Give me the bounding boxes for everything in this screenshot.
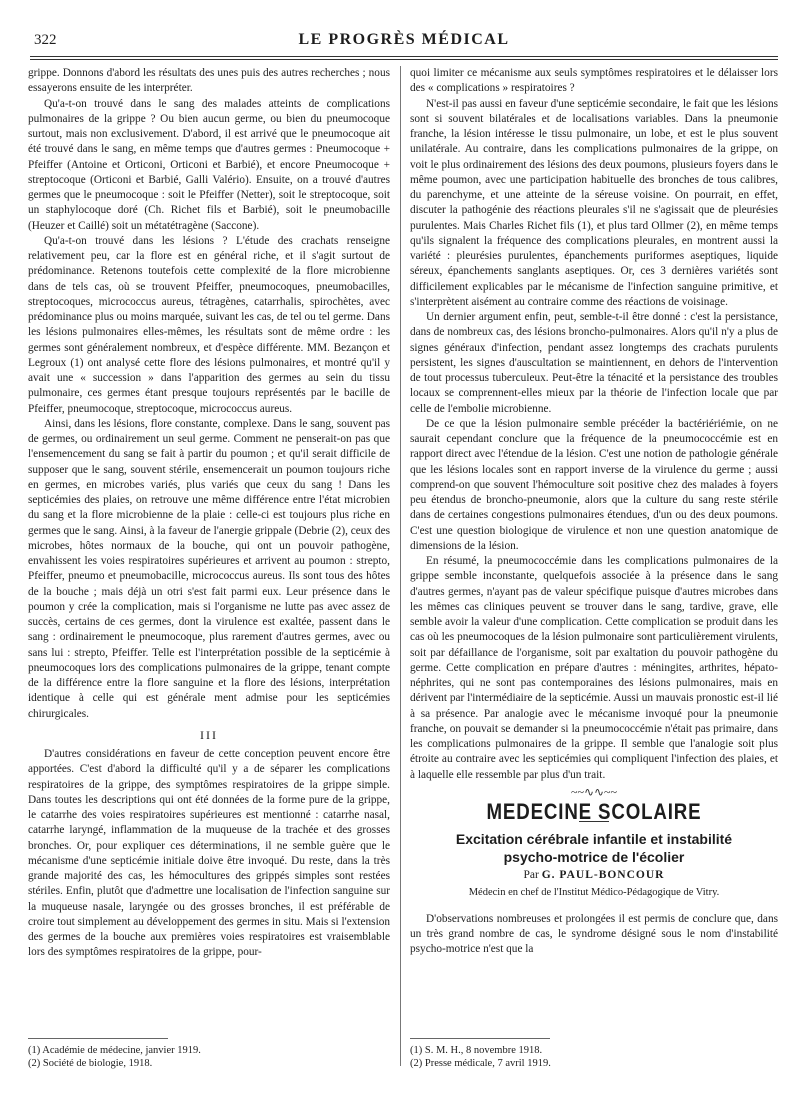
footnotes-right <box>410 1044 551 1070</box>
column-divider <box>400 66 401 1066</box>
byline-prefix: Par <box>523 869 539 882</box>
footnotes-left <box>28 1044 201 1070</box>
paragraph: D'observations nombreuses et prolongées il est permis de conclure que, dans un très grand nombre de cas, le syndrome désigné sous le nom d'instabilité psycho-motrice n'est que la <box>410 912 778 956</box>
paragraph: En résumé, la pneumococcémie dans les complications pulmonaires de la grippe semble inconstante, quelquefois associée à la présence dans le sang d'autres germes, n'ayant pas de valeur spécifique puisque d'autres microbes dans les mêmes cas cliniques peuvent se trouver dans le sang, tardive, grave, elle semble avoir la valeur d'une complication. Cette complication se produit dans les cas où les pneumocoques de la lésion pulmonaire sont particulièrement virulents, soit par défaillance de l'organisme, soit par exaltation du pouvoir pathogène du germe. Cette complication en prépare d'autres : méningites, arthrites, hépato-néphrites, qui ne sont pas contemporaines des lésions pulmonaires, mais en dérivent par l'intermédiaire de la septicémie. Aussi un mauvais pronostic est-il lié à sa présence. Par analogie avec le mécanisme invoqué pour la pneumonie franche, on pouvait se demander si la pneumococcémie n'était pas primaire, dans les complications pulmonaires de la grippe. Il semble que l'analogie soit plus étroite au contraire avec les septicémies qui compliquent l'infection des plaies, et à laquelle elle ressemble par plus d'un trait. <box>410 555 778 781</box>
paragraph: Qu'a-t-on trouvé dans le sang des malades atteints de complications pulmonaires de la grippe ? Ou bien aucun germe, ou bien du pneumocoque surtout, mais non exclusivement. D'abord, il est arrivé que le pneumocoque ait été trouvé dans le sang, en même temps que d'autres germes : Pneumocoque + Pfeiffer (Antoine et Orticoni, Orticoni et Barbié), et encore Pneumocoque + streptocoque (Orticoni et Barbié, Galli Valério). Ensuite, on a trouvé d'autres germes que le pneumocoque : soit le Pfeiffer (Netter), soit le streptocoque, soit un staphylocoque doré (Ch. Richet fils et Barbié), soit le pneumobacille (Heuzer et Caillé) soit un métatétragène (Saccone). <box>28 97 390 232</box>
footnote-rule-right <box>410 1038 550 1039</box>
article-title-line-2: psycho-motrice de l'écolier <box>503 849 685 866</box>
paragraph: D'autres considérations en faveur de cette conception peuvent encore être apportées. C'est d'abord la difficulté qu'il y a de séparer les complications respiratoires de la grippe, des symptômes respiratoires de la grippe simple. Dans toutes les descriptions qui ont été données de la forme pure de la grippe, le catarrhe des voies respiratoires supérieures est mentionné : catarrhe nasal, catarrhe laryngé, inflammation de la muqueuse de la trachée et des grosses bronches. Or, pour expliquer ces déterminations, il ne semble guère que le mécanisme d'une septicémie initiale doive être invoqué. Du reste, dans la très grande majorité des cas, les hémocultures des grippés simples sont restées stériles. Enfin, plutôt que d'admettre une localisation de l'infection sanguine sur la muqueuse nasale, laryngée ou des grosses bronches, il est préférable de croire tout simplement au développement des germes in situ. Mais si l'extension des germes de la bouche aux premières voies respiratoires est vraisemblable lors des symptômes respiratoires de la grippe, pour- <box>28 748 390 959</box>
paragraph: N'est-il pas aussi en faveur d'une septicémie secondaire, le fait que les lésions sont si souvent bilatérales et de localisations variables. Dans la pneumonie franche, la lésion intéresse le tissu pulmonaire, un lobe, et est le plus souvent unilatérale. Au contraire, dans les complications pulmonaires de la grippe, on voit le plus ordinairement des lésions des deux poumons, plusieurs foyers dans le même poumon, avec une participation habituelle des bronches de tous calibres, du parenchyme, et une atteinte de la séreuse voisine. On pourrait, en effet, discuter la pathogénie des réactions pleurales s'il ne s'agissait que de pleurésies purulentes. Mais Charles Richet fils (1), et plus tard Ollmer (2), en même temps qu'ils signalent la fréquence des complications pleurales, en montrent aussi la variété : pleurésies purulentes, épanchements puriformes aseptiques, liquide séreux, épanchements sanglants aseptiques. Or, ces 3 dernières variétés sont difficilement explicables par le mécanisme de l'infection sanguine primitive, et s'interprètent aisément au contraire comme des réactions de voisinage. <box>410 97 778 308</box>
section-rubric: MEDECINE SCOLAIRE <box>486 799 702 824</box>
paragraph: Un dernier argument enfin, peut, semble-t-il être donné : c'est la persistance, dans de nombreux cas, des lésions broncho-pulmonaires. Alors qu'il n'y a plus de signes généraux d'infection, pendant assez longtemps des crachats purulents persistent, les signes d'auscultation se maintiennent, en dehors de l'intervention de tout processus tuberculeux. Peut-être la ténacité et la persistance des troubles locaux se comprennent-elles mieux par la théorie de l'infection locale que par celle de l'embolie microbienne. <box>410 311 778 415</box>
page-header <box>30 26 778 56</box>
right-column <box>410 66 778 958</box>
byline <box>410 868 778 883</box>
article-title <box>410 830 778 866</box>
footnote: (1) Académie de médecine, janvier 1919. <box>28 1045 201 1056</box>
author-affiliation: Médecin en chef de l'Institut Médico-Pédagogique de Vitry. <box>468 886 720 898</box>
footnote: (2) Société de biologie, 1918. <box>28 1058 153 1069</box>
section-number: III <box>200 727 218 742</box>
journal-title: LE PROGRÈS MÉDICAL <box>298 31 510 48</box>
footnote: (2) Presse médicale, 7 avril 1919. <box>410 1058 551 1069</box>
page-number: 322 <box>34 32 57 48</box>
paragraph: grippe. Donnons d'abord les résultats des unes puis des autres recherches ; nous essayerons ensuite de les interpréter. <box>28 67 390 95</box>
paragraph: De ce que la lésion pulmonaire semble précéder la bactériériémie, on ne saurait cependant conclure que la fréquence de la pneumococcémie est en rapport direct avec l'étendue de la lésion. C'est une notion de pathologie générale que les lésions locales sont en rapport inverse de la virulence du germe ; aussi comprend-on que souvent l'hémoculture soit positive chez des malades à foyers peu étendus de broncho-pneumonie, alors que la culture du sang reste stérile dans de certaines congestions pulmonaires étendues, d'un ou des deux poumons. C'est une question biologique de virulence et non une question anatomique de dimensions de la lésion. <box>410 417 778 552</box>
left-column <box>28 66 390 961</box>
paragraph: Qu'a-t-on trouvé dans les lésions ? L'étude des crachats renseigne relativement peu, car la flore est en général riche, et il s'agit surtout de prédominance. Retenons toutefois cette complexité de la flore microbienne dans de tels cas, où se trouvent Pfeiffer, pneumocoques, pneumobacilles, streptocoques, micrococcus aureus, tétragènes, catarrhalis, spirochètes, avec prédominance plus ou moins marquée, suivant les cas, de tel ou tel germe. Dans les lésions pulmonaires elles-mêmes, les résultats sont de même ordre : les germes sont généralement nombreux, et d'espèce différente. MM. Bezançon et Legroux (1) ont analysé cette flore des lésions pulmonaires, et montré qu'il y avait une « succession » dans l'apparition des germes au sein du tissu pulmonaire, ces germes étant presque toujours représentés par le bacille de Pfeiffer, pneumocoque, streptocoque, micrococcus aureus. <box>28 234 390 415</box>
paragraph: quoi limiter ce mécanisme aux seuls symptômes respiratoires et le délaisser lors des « complications » respiratoires ? <box>410 67 778 95</box>
header-rule-top <box>30 56 778 57</box>
author-name: G. PAUL-BONCOUR <box>541 869 665 882</box>
footnote: (1) S. M. H., 8 novembre 1918. <box>410 1045 543 1056</box>
paragraph: Ainsi, dans les lésions, flore constante, complexe. Dans le sang, souvent pas de germes, ou ordinairement un seul germe. Comment ne penserait-on pas que l'ensemencement du sang se fait à partir du poumon ; et qu'il serait difficile de supposer que le sang, souvent stérile, ensemencerait un poumon toujours riche en germes, en microbes variés, plus variés que ceux du sang ! Dans les septicémies des plaies, on retrouve une même différence entre l'état microbien du sang et la flore microbienne de la plaie : celle-ci est toujours plus riche en germes que le sang. Ainsi, à la faveur de l'anergie grippale (Debrie (2), ceux des microbes, hôtes normaux de la bouche, qui ont un pouvoir pathogène, envahissent les voies respiratoires supérieures et arrivent au poumon : strepto, Pfeiffer, pneumo et pneumobacille, micrococcus aureus. Ils sont tous des hôtes de la bouche ; mais déjà un otri s'est fait parmi eux. Leur présence dans le poumon y crée la complication, mais si l'organisme ne lutte pas avec assez de succès, certains de ces germes, dont la virulence est exaltée, passent dans le sang : ordinairement le pneumocoque, plus rarement d'autres germes, avec ou sans lui : strepto, Pfeiffer. Telle est l'interprétation possible de la septicémie à pneumocoques lors des complications pulmonaires de la grippe, tenant compte de la différence entre la flore sanguine et la flore des lésions, interprétation identique à celle qui est générale ment admise pour les septicémies chirurgicales. <box>28 417 390 720</box>
ornament-divider: ~~∿∿~~ <box>570 784 618 799</box>
footnote-rule-left <box>28 1038 168 1039</box>
header-rule-bottom <box>30 59 778 60</box>
article-title-line-1: Excitation cérébrale infantile et instabilité <box>455 831 733 848</box>
